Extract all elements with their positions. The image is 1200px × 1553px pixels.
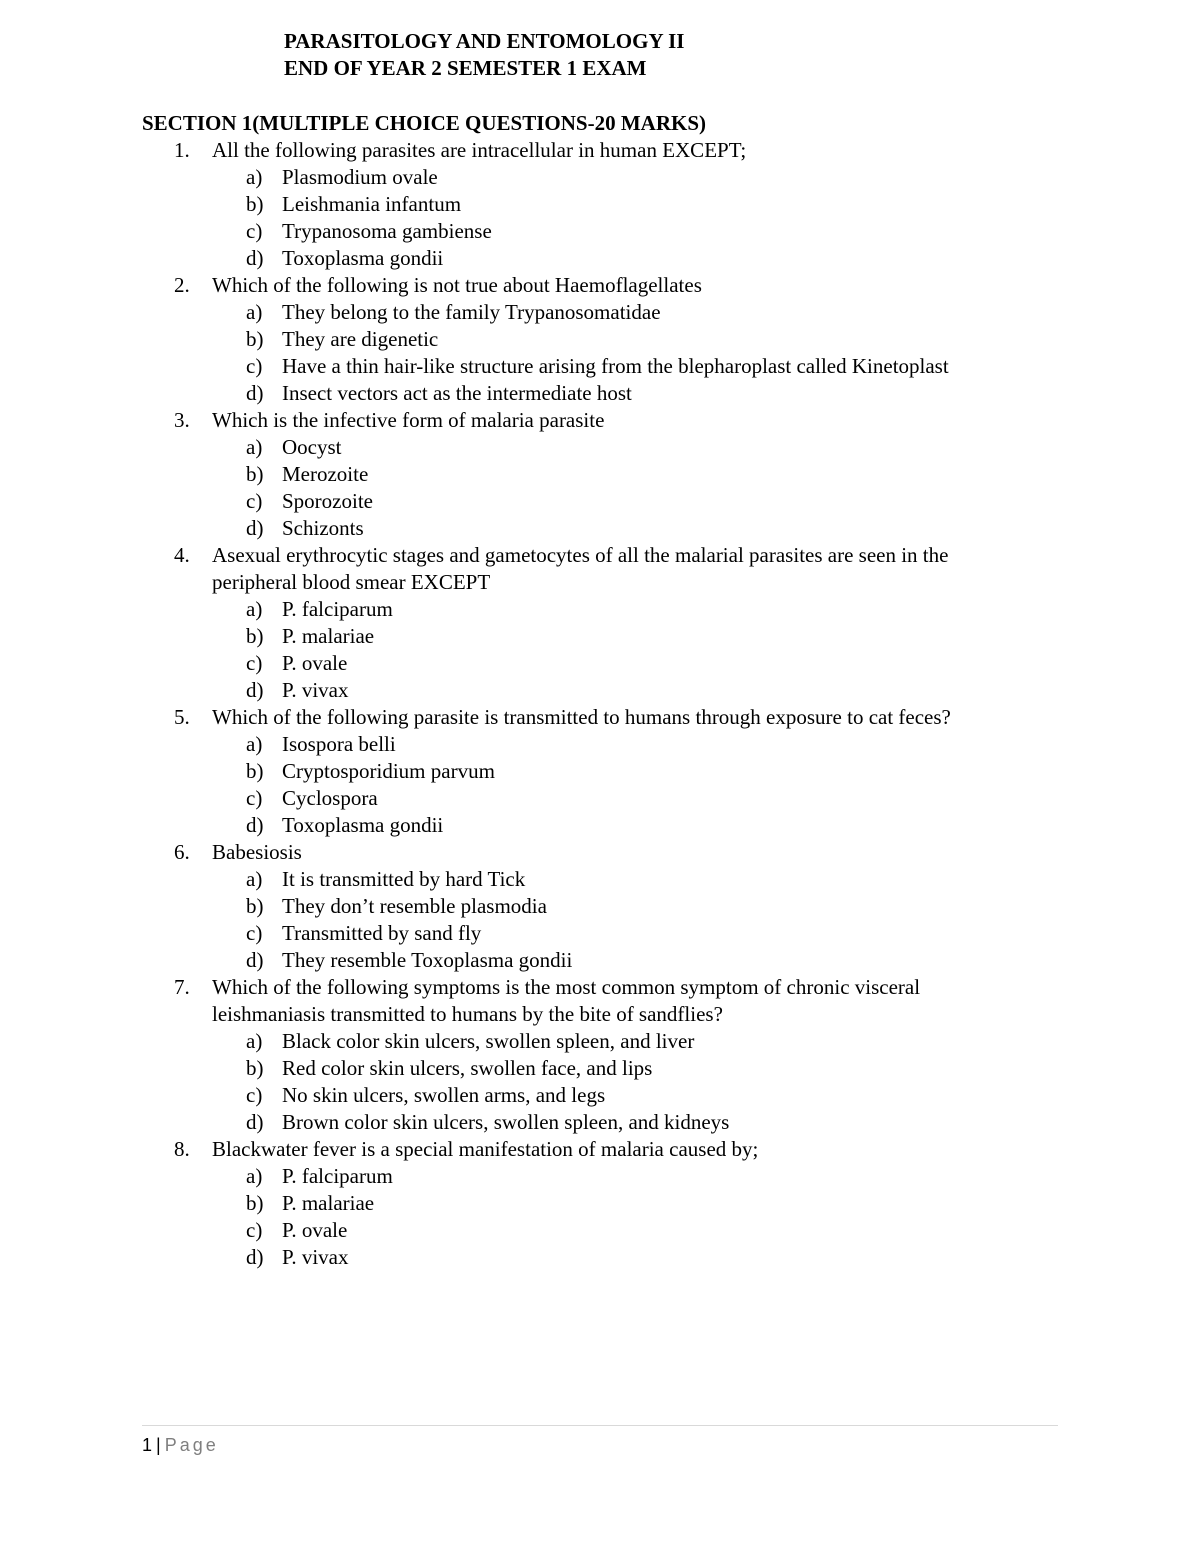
question-item xyxy=(0,1136,1200,1271)
question-list xyxy=(0,137,1200,1271)
option-text: Black color skin ulcers, swollen spleen, and liver xyxy=(282,1029,695,1053)
option-text: Oocyst xyxy=(282,435,342,459)
option-letter: d) xyxy=(246,246,264,270)
question-number: 1. xyxy=(174,138,190,162)
option-text: P. ovale xyxy=(282,651,348,675)
option-letter: d) xyxy=(246,516,264,540)
section-heading: SECTION 1(MULTIPLE CHOICE QUESTIONS-20 MARKS) xyxy=(142,111,706,135)
answer-option xyxy=(0,1028,1200,1055)
question-number: 2. xyxy=(174,273,190,297)
answer-option xyxy=(0,1163,1200,1190)
option-letter: a) xyxy=(246,597,263,621)
page-number: 1 xyxy=(142,1435,153,1455)
answer-option xyxy=(0,1082,1200,1109)
option-text: They resemble Toxoplasma gondii xyxy=(282,948,573,972)
answer-option xyxy=(0,785,1200,812)
answer-option xyxy=(0,1244,1200,1271)
option-text: Insect vectors act as the intermediate host xyxy=(282,381,632,405)
question-number: 8. xyxy=(174,1137,190,1161)
question-text-line xyxy=(0,407,1200,434)
answer-option xyxy=(0,920,1200,947)
answer-option xyxy=(0,893,1200,920)
exam-subtitle: END OF YEAR 2 SEMESTER 1 EXAM xyxy=(284,56,647,80)
answer-option xyxy=(0,623,1200,650)
question-text: Which is the infective form of malaria parasite xyxy=(212,408,605,432)
answer-option xyxy=(0,245,1200,272)
answer-option xyxy=(0,191,1200,218)
option-letter: a) xyxy=(246,300,263,324)
option-text: Red color skin ulcers, swollen face, and lips xyxy=(282,1056,653,1080)
option-letter: a) xyxy=(246,165,263,189)
option-text: Sporozoite xyxy=(282,489,373,513)
question-text-line xyxy=(0,272,1200,299)
question-text: Asexual erythrocytic stages and gametocytes of all the malarial parasites are seen in the xyxy=(212,543,949,567)
question-text: Which of the following parasite is transmitted to humans through exposure to cat feces? xyxy=(212,705,951,729)
option-text: No skin ulcers, swollen arms, and legs xyxy=(282,1083,606,1107)
question-item xyxy=(0,704,1200,839)
option-text: P. falciparum xyxy=(282,1164,393,1188)
question-text: leishmaniasis transmitted to humans by the bite of sandflies? xyxy=(212,1002,723,1026)
option-text: P. ovale xyxy=(282,1218,348,1242)
option-text: Brown color skin ulcers, swollen spleen, and kidneys xyxy=(282,1110,730,1134)
option-letter: a) xyxy=(246,1164,263,1188)
option-text: P. vivax xyxy=(282,1245,349,1269)
option-letter: d) xyxy=(246,678,264,702)
question-text: Babesiosis xyxy=(212,840,302,864)
question-text-line xyxy=(0,974,1200,1001)
answer-option xyxy=(0,758,1200,785)
answer-option xyxy=(0,1055,1200,1082)
question-text-line xyxy=(0,569,1200,596)
answer-option xyxy=(0,218,1200,245)
option-text: Schizonts xyxy=(282,516,364,540)
answer-option xyxy=(0,353,1200,380)
question-item xyxy=(0,839,1200,974)
option-letter: c) xyxy=(246,489,263,513)
question-item xyxy=(0,974,1200,1136)
question-text-line xyxy=(0,704,1200,731)
option-letter: c) xyxy=(246,921,263,945)
question-text-line xyxy=(0,1001,1200,1028)
option-text: Isospora belli xyxy=(282,732,396,756)
question-text-line xyxy=(0,542,1200,569)
option-letter: a) xyxy=(246,867,263,891)
question-text-line xyxy=(0,137,1200,164)
question-number: 4. xyxy=(174,543,190,567)
page-footer xyxy=(142,1433,219,1457)
option-text: They don’t resemble plasmodia xyxy=(282,894,547,918)
option-text: Have a thin hair-like structure arising from the blepharoplast called Kinetoplast xyxy=(282,354,949,378)
option-text: They belong to the family Trypanosomatidae xyxy=(282,300,661,324)
option-letter: b) xyxy=(246,327,264,351)
answer-option xyxy=(0,650,1200,677)
answer-option xyxy=(0,866,1200,893)
page-label: Page xyxy=(164,1435,219,1455)
option-text: Cyclospora xyxy=(282,786,378,810)
option-letter: d) xyxy=(246,1110,264,1134)
question-text: Which of the following is not true about Haemoflagellates xyxy=(212,273,702,297)
question-item xyxy=(0,407,1200,542)
question-item xyxy=(0,542,1200,704)
option-text: Merozoite xyxy=(282,462,369,486)
option-letter: b) xyxy=(246,1056,264,1080)
question-number: 5. xyxy=(174,705,190,729)
option-text: Toxoplasma gondii xyxy=(282,813,444,837)
option-letter: d) xyxy=(246,1245,264,1269)
answer-option xyxy=(0,380,1200,407)
question-text: All the following parasites are intracellular in human EXCEPT; xyxy=(212,138,747,162)
option-letter: b) xyxy=(246,624,264,648)
answer-option xyxy=(0,326,1200,353)
answer-option xyxy=(0,812,1200,839)
question-number: 7. xyxy=(174,975,190,999)
option-text: P. malariae xyxy=(282,624,375,648)
question-text: peripheral blood smear EXCEPT xyxy=(212,570,491,594)
answer-option xyxy=(0,515,1200,542)
option-text: Trypanosoma gambiense xyxy=(282,219,492,243)
option-text: It is transmitted by hard Tick xyxy=(282,867,526,891)
option-letter: c) xyxy=(246,219,263,243)
option-text: P. vivax xyxy=(282,678,349,702)
footer-divider xyxy=(142,1425,1058,1426)
option-text: Leishmania infantum xyxy=(282,192,462,216)
answer-option xyxy=(0,596,1200,623)
option-letter: b) xyxy=(246,894,264,918)
exam-title xyxy=(284,28,684,82)
answer-option xyxy=(0,947,1200,974)
question-item xyxy=(0,272,1200,407)
option-letter: b) xyxy=(246,1191,264,1215)
answer-option xyxy=(0,164,1200,191)
option-text: P. malariae xyxy=(282,1191,375,1215)
answer-option xyxy=(0,731,1200,758)
option-letter: b) xyxy=(246,192,264,216)
question-text-line xyxy=(0,839,1200,866)
answer-option xyxy=(0,488,1200,515)
option-text: Plasmodium ovale xyxy=(282,165,438,189)
option-text: Transmitted by sand fly xyxy=(282,921,482,945)
answer-option xyxy=(0,1217,1200,1244)
option-letter: d) xyxy=(246,948,264,972)
option-letter: b) xyxy=(246,462,264,486)
option-text: Toxoplasma gondii xyxy=(282,246,444,270)
option-text: P. falciparum xyxy=(282,597,393,621)
option-text: They are digenetic xyxy=(282,327,439,351)
option-letter: c) xyxy=(246,651,263,675)
answer-option xyxy=(0,461,1200,488)
question-text: Blackwater fever is a special manifestation of malaria caused by; xyxy=(212,1137,759,1161)
option-text: Cryptosporidium parvum xyxy=(282,759,495,783)
option-letter: b) xyxy=(246,759,264,783)
course-title: PARASITOLOGY AND ENTOMOLOGY II xyxy=(284,29,685,53)
option-letter: c) xyxy=(246,354,263,378)
footer-separator: | xyxy=(156,1435,161,1455)
question-text-line xyxy=(0,1136,1200,1163)
option-letter: c) xyxy=(246,1083,263,1107)
answer-option xyxy=(0,677,1200,704)
answer-option xyxy=(0,299,1200,326)
answer-option xyxy=(0,434,1200,461)
answer-option xyxy=(0,1190,1200,1217)
option-letter: d) xyxy=(246,381,264,405)
question-number: 3. xyxy=(174,408,190,432)
question-number: 6. xyxy=(174,840,190,864)
option-letter: a) xyxy=(246,732,263,756)
option-letter: a) xyxy=(246,435,263,459)
option-letter: c) xyxy=(246,1218,263,1242)
question-text: Which of the following symptoms is the most common symptom of chronic visceral xyxy=(212,975,921,999)
option-letter: a) xyxy=(246,1029,263,1053)
answer-option xyxy=(0,1109,1200,1136)
option-letter: d) xyxy=(246,813,264,837)
question-item xyxy=(0,137,1200,272)
option-letter: c) xyxy=(246,786,263,810)
